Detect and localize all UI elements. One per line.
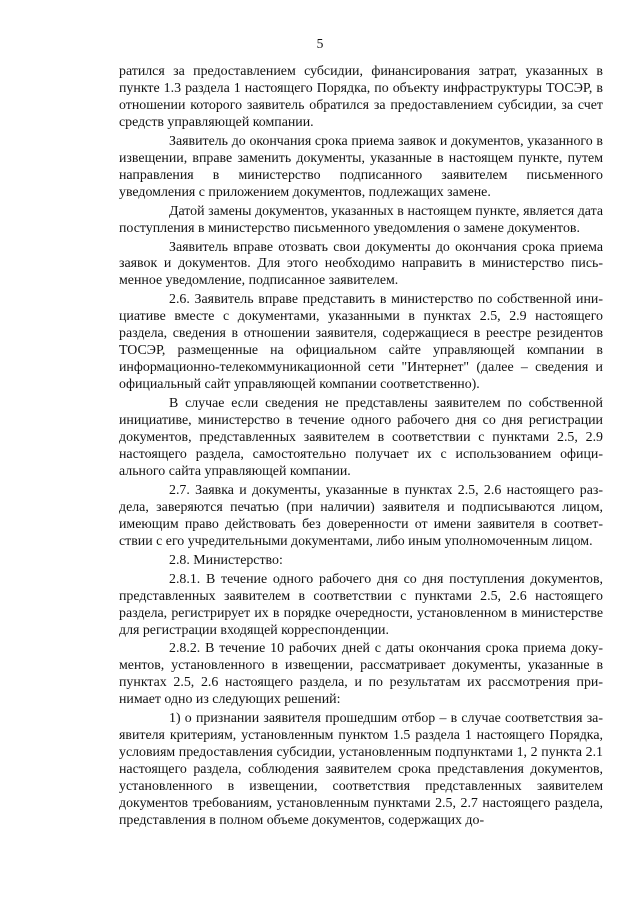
paragraph-2-8-1: 2.8.1. В течение одного рабочего дня со дня поступления документов, представленных заявителем в соответствии с пунктами 2.5, 2.6 настоящего раздела, регистрирует их в порядке очередности, установленном в министерстве для регистрации входящей корреспонденции.	[119, 571, 603, 638]
document-body	[119, 64, 603, 832]
paragraph-2-6-continued: В случае если сведения не представлены заявителем по собственной инициативе, министерство в течение одного рабочего дня со дня регистрации документов, представленных заявителем в соответствии с пунктами 2.5, 2.9 настоящего раздела, самостоятельно получает их с использованием официального сайта управляющей компании.	[119, 396, 603, 479]
paragraph-2-7: 2.7. Заявка и документы, указанные в пунктах 2.5, 2.6 настоящего раздела, заверяются печатью (при наличии) заявителя и подписываются лицом, имеющим право действовать без доверенности от имени заявителя в соответствии с его учредительными документами, либо иным уполномоченным лицом.	[119, 482, 603, 549]
paragraph-2-8: 2.8. Министерство:	[169, 552, 283, 568]
page-number: 5	[316, 36, 324, 51]
paragraph-replacement-date: Датой замены документов, указанных в настоящем пункте, является дата поступления в министерство письменного уведомления о замене документов.	[119, 203, 603, 236]
paragraph-2-8-2: 2.8.2. В течение 10 рабочих дней с даты окончания срока приема документов, установленного в извещении, рассматривает документы, указанные в пунктах 2.5, 2.6 настоящего раздела, и по результатам их рассмотрения принимает одно из следующих решений:	[119, 641, 603, 708]
paragraph-replace-documents: Заявитель до окончания срока приема заявок и документов, указанного в извещении, вправе заменить документы, указанные в настоящем пункте, путем направления в министерство подписанного заявителем письменного уведомления с приложением документов, подлежащих замене.	[119, 133, 603, 200]
paragraph-2-6: 2.6. Заявитель вправе представить в министерство по собственной инициативе вместе с документами, указанными в пунктах 2.5, 2.9 настоящего раздела, сведения в отношении заявителя, содержащиеся в реестре резидентов ТОСЭР, размещенные на официальном сайте управляющей компании в информационно-телекоммуникационной сети "Интернет" (далее – сведения и официальный сайт управляющей компании соответственно).	[119, 292, 603, 393]
paragraph-decision-1: 1) о признании заявителя прошедшим отбор – в случае соответствия заявителя критериям, установленным пунктом 1.5 раздела 1 настоящего Порядка, условиям предоставления субсидии, установленным подпунктами 1, 2 пункта 2.1 настоящего раздела, соблюдения заявителем срока представления документов, установленного в извещении, соответствия представленных заявителем документов требованиям, установленным пунктами 2.5, 2.7 настоящего раздела, представления в полном объеме документов, содержащих до-	[119, 711, 603, 828]
paragraph-withdraw-documents: Заявитель вправе отозвать свои документы до окончания срока приема заявок и документов. Для этого необходимо направить в министерство письменное уведомление, подписанное заявителем.	[119, 239, 603, 289]
paragraph-continuation: ратился за предоставлением субсидии, финансирования затрат, указанных в пункте 1.3 раздела 1 настоящего Порядка, по объекту инфраструктуры ТОСЭР, в отношении которого заявитель обратился за предоставлением субсидии, за счет средств управляющей компании.	[119, 64, 603, 130]
